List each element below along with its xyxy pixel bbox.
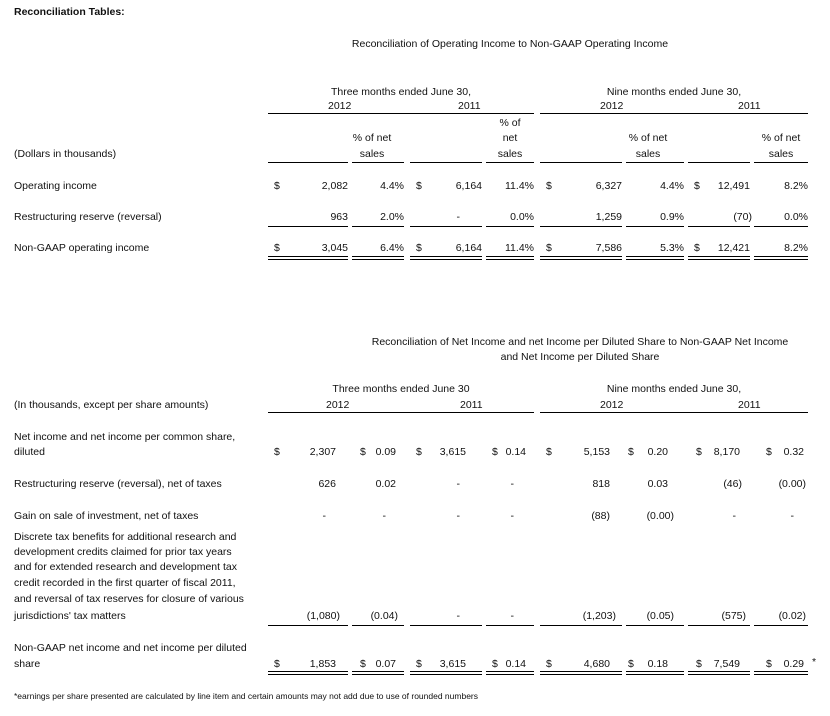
table2-year-2012-a: 2012: [326, 399, 350, 411]
rule: [352, 162, 404, 163]
cell-value: (1,203): [582, 610, 616, 622]
table1-pct-stack-b: net: [502, 132, 518, 144]
double-rule: [754, 256, 808, 260]
cell-value: 7,549: [713, 658, 740, 670]
rule: [486, 226, 534, 227]
cell-value: 963: [330, 211, 348, 223]
cell-value: 1,853: [309, 658, 336, 670]
cell-eps: -: [510, 478, 514, 490]
row-label: Restructuring reserve (reversal), net of taxes: [14, 478, 222, 490]
cell-value: -: [322, 510, 326, 522]
table1-year-2012-a: 2012: [328, 100, 352, 112]
dollar-sign: $: [416, 180, 422, 192]
row-label-line: and for extended research and development tax: [14, 561, 237, 573]
cell-value: 6,164: [455, 180, 482, 192]
rule: [268, 412, 534, 413]
cell-value: -: [456, 510, 460, 522]
cell-pct: 2.0%: [380, 211, 404, 223]
dollar-sign: $: [546, 242, 552, 254]
cell-eps: (0.00): [778, 478, 806, 490]
rule: [540, 625, 622, 626]
cell-eps: 0.29: [783, 658, 804, 670]
cell-value: 7,586: [595, 242, 622, 254]
row-label-line: and reversal of tax reserves for closure of various: [14, 593, 244, 605]
cell-value: 818: [592, 478, 610, 490]
double-rule: [626, 671, 684, 675]
cell-eps: (0.04): [370, 610, 398, 622]
table1-year-2011-a: 2011: [458, 100, 481, 112]
row-label: Operating income: [14, 180, 97, 192]
row-label: Net income and net income per common share,: [14, 431, 236, 443]
row-label-line: jurisdictions' tax matters: [14, 610, 126, 622]
dollar-sign: $: [546, 658, 552, 670]
cell-eps: -: [790, 510, 794, 522]
cell-eps: 0.18: [647, 658, 668, 670]
table1-year-2012-b: 2012: [600, 100, 624, 112]
rule: [352, 625, 404, 626]
table1-pct-a4: % of net: [761, 132, 801, 144]
row-label-line: Discrete tax benefits for additional research and: [14, 531, 237, 543]
cell-eps: 0.14: [505, 658, 526, 670]
rule: [626, 226, 684, 227]
rule: [688, 226, 750, 227]
double-rule: [540, 256, 622, 260]
double-rule: [626, 256, 684, 260]
cell-eps: 0.03: [647, 478, 668, 490]
row-label: diluted: [14, 446, 45, 458]
table2-period-three: Three months ended June 30: [332, 383, 470, 395]
cell-pct: 4.4%: [660, 180, 684, 192]
double-rule: [410, 671, 482, 675]
cell-value: 626: [318, 478, 336, 490]
double-rule: [268, 671, 348, 675]
cell-value: 4,680: [583, 658, 610, 670]
dollar-sign: $: [546, 446, 552, 458]
cell-eps: 0.20: [647, 446, 668, 458]
cell-value: -: [456, 211, 460, 223]
dollar-sign: $: [416, 446, 422, 458]
table2-title-line2: and Net Income per Diluted Share: [500, 351, 660, 363]
dollar-sign: $: [274, 242, 280, 254]
dollar-sign: $: [628, 446, 634, 458]
cell-pct: 5.3%: [660, 242, 684, 254]
dollar-sign: $: [360, 658, 366, 670]
table1-year-2011-b: 2011: [738, 100, 761, 112]
cell-eps: (0.00): [646, 510, 674, 522]
cell-eps: 0.02: [375, 478, 396, 490]
cell-eps: (0.05): [646, 610, 674, 622]
dollar-sign: $: [766, 658, 772, 670]
table1-pct-stack-a: % of: [499, 117, 521, 129]
cell-pct: 11.4%: [505, 242, 534, 254]
rule: [486, 625, 534, 626]
double-rule: [410, 256, 482, 260]
cell-value: 6,164: [455, 242, 482, 254]
double-rule: [540, 671, 622, 675]
cell-value: 12,491: [717, 180, 750, 192]
table1-units-label: (Dollars in thousands): [14, 148, 117, 160]
cell-pct: 11.4%: [505, 180, 534, 192]
rule: [688, 162, 750, 163]
cell-value: 2,082: [321, 180, 348, 192]
footnote: *earnings per share presented are calculated by line item and certain amounts may not add due to use of rounded numbers: [14, 691, 479, 701]
dollar-sign: $: [274, 446, 280, 458]
rule: [268, 625, 348, 626]
rule: [688, 625, 750, 626]
rule: [410, 226, 482, 227]
cell-eps: (0.02): [778, 610, 806, 622]
dollar-sign: $: [274, 658, 280, 670]
double-rule: [754, 671, 808, 675]
table1-header-rule-nine: [540, 113, 808, 114]
cell-value: (575): [721, 610, 746, 622]
table1-pct-b1: sales: [359, 148, 385, 160]
dollar-sign: $: [694, 242, 700, 254]
row-label: Non-GAAP net income and net income per diluted: [14, 642, 247, 654]
table1-pct-a1: % of net: [352, 132, 392, 144]
rule: [410, 162, 482, 163]
dollar-sign: $: [416, 242, 422, 254]
row-label: share: [14, 658, 41, 670]
cell-value: (70): [733, 211, 752, 223]
cell-eps: -: [382, 510, 386, 522]
cell-value: -: [456, 478, 460, 490]
table2-year-2011-a: 2011: [460, 399, 483, 411]
cell-value: 2,307: [309, 446, 336, 458]
dollar-sign: $: [546, 180, 552, 192]
rule: [540, 162, 622, 163]
cell-value: (88): [591, 510, 610, 522]
rule: [410, 625, 482, 626]
row-label: Gain on sale of investment, net of taxes: [14, 510, 199, 522]
double-rule: [486, 256, 534, 260]
rule: [626, 625, 684, 626]
rule: [754, 625, 808, 626]
cell-value: (1,080): [306, 610, 340, 622]
page-title: Reconciliation Tables:: [14, 6, 125, 18]
double-rule: [352, 256, 404, 260]
rule: [754, 162, 808, 163]
row-label: Restructuring reserve (reversal): [14, 211, 162, 223]
double-rule: [688, 671, 750, 675]
cell-eps: 0.14: [505, 446, 526, 458]
row-label-line: development credits claimed for prior tax years: [14, 546, 232, 558]
cell-eps: 0.07: [375, 658, 396, 670]
rule: [268, 226, 348, 227]
row-label: Non-GAAP operating income: [14, 242, 150, 254]
table1-period-nine: Nine months ended June 30,: [606, 86, 742, 98]
cell-pct: 6.4%: [380, 242, 404, 254]
rule: [268, 162, 348, 163]
cell-value: 12,421: [717, 242, 750, 254]
table1-pct-b4: sales: [768, 148, 794, 160]
dollar-sign: $: [696, 446, 702, 458]
dollar-sign: $: [360, 446, 366, 458]
cell-eps: 0.32: [783, 446, 804, 458]
table1-title: Reconciliation of Operating Income to Non-GAAP Operating Income: [351, 38, 669, 50]
cell-value: 8,170: [713, 446, 740, 458]
rule: [540, 412, 808, 413]
table2-period-nine: Nine months ended June 30,: [606, 383, 742, 395]
table1-pct-stack-c: sales: [497, 148, 523, 160]
table2-year-2012-b: 2012: [600, 399, 624, 411]
cell-eps: -: [510, 510, 514, 522]
rule: [626, 162, 684, 163]
cell-value: -: [732, 510, 736, 522]
cell-pct: 4.4%: [380, 180, 404, 192]
rule: [486, 162, 534, 163]
dollar-sign: $: [628, 658, 634, 670]
cell-value: -: [456, 610, 460, 622]
cell-value: 6,327: [595, 180, 622, 192]
table2-year-2011-b: 2011: [738, 399, 761, 411]
table1-pct-a3: % of net: [628, 132, 668, 144]
double-rule: [352, 671, 404, 675]
dollar-sign: $: [766, 446, 772, 458]
row-label-line: credit recorded in the first quarter of fiscal 2011,: [14, 577, 236, 589]
cell-value: 3,615: [439, 446, 466, 458]
rule: [352, 226, 404, 227]
cell-eps: -: [510, 610, 514, 622]
double-rule: [268, 256, 348, 260]
table1-header-rule-three: [268, 113, 534, 114]
cell-pct: 0.9%: [660, 211, 684, 223]
cell-value: 3,045: [321, 242, 348, 254]
cell-pct: 0.0%: [784, 211, 808, 223]
cell-eps: 0.09: [375, 446, 396, 458]
dollar-sign: $: [492, 446, 498, 458]
cell-value: 5,153: [583, 446, 610, 458]
rule: [540, 226, 622, 227]
table1-period-three: Three months ended June 30,: [330, 86, 472, 98]
cell-value: 1,259: [595, 211, 622, 223]
table2-units-label: (In thousands, except per share amounts): [14, 399, 209, 411]
dollar-sign: $: [492, 658, 498, 670]
dollar-sign: $: [694, 180, 700, 192]
table2-title-line1: Reconciliation of Net Income and net Income per Diluted Share to Non-GAAP Net Income: [371, 336, 789, 348]
cell-pct: 0.0%: [510, 211, 534, 223]
cell-value: 3,615: [439, 658, 466, 670]
dollar-sign: $: [274, 180, 280, 192]
double-rule: [486, 671, 534, 675]
dollar-sign: $: [416, 658, 422, 670]
cell-pct: 8.2%: [784, 180, 808, 192]
footnote-mark: *: [812, 656, 817, 668]
rule: [754, 226, 808, 227]
double-rule: [688, 256, 750, 260]
dollar-sign: $: [696, 658, 702, 670]
table1-pct-b3: sales: [635, 148, 661, 160]
cell-value: (46): [723, 478, 742, 490]
cell-pct: 8.2%: [784, 242, 808, 254]
